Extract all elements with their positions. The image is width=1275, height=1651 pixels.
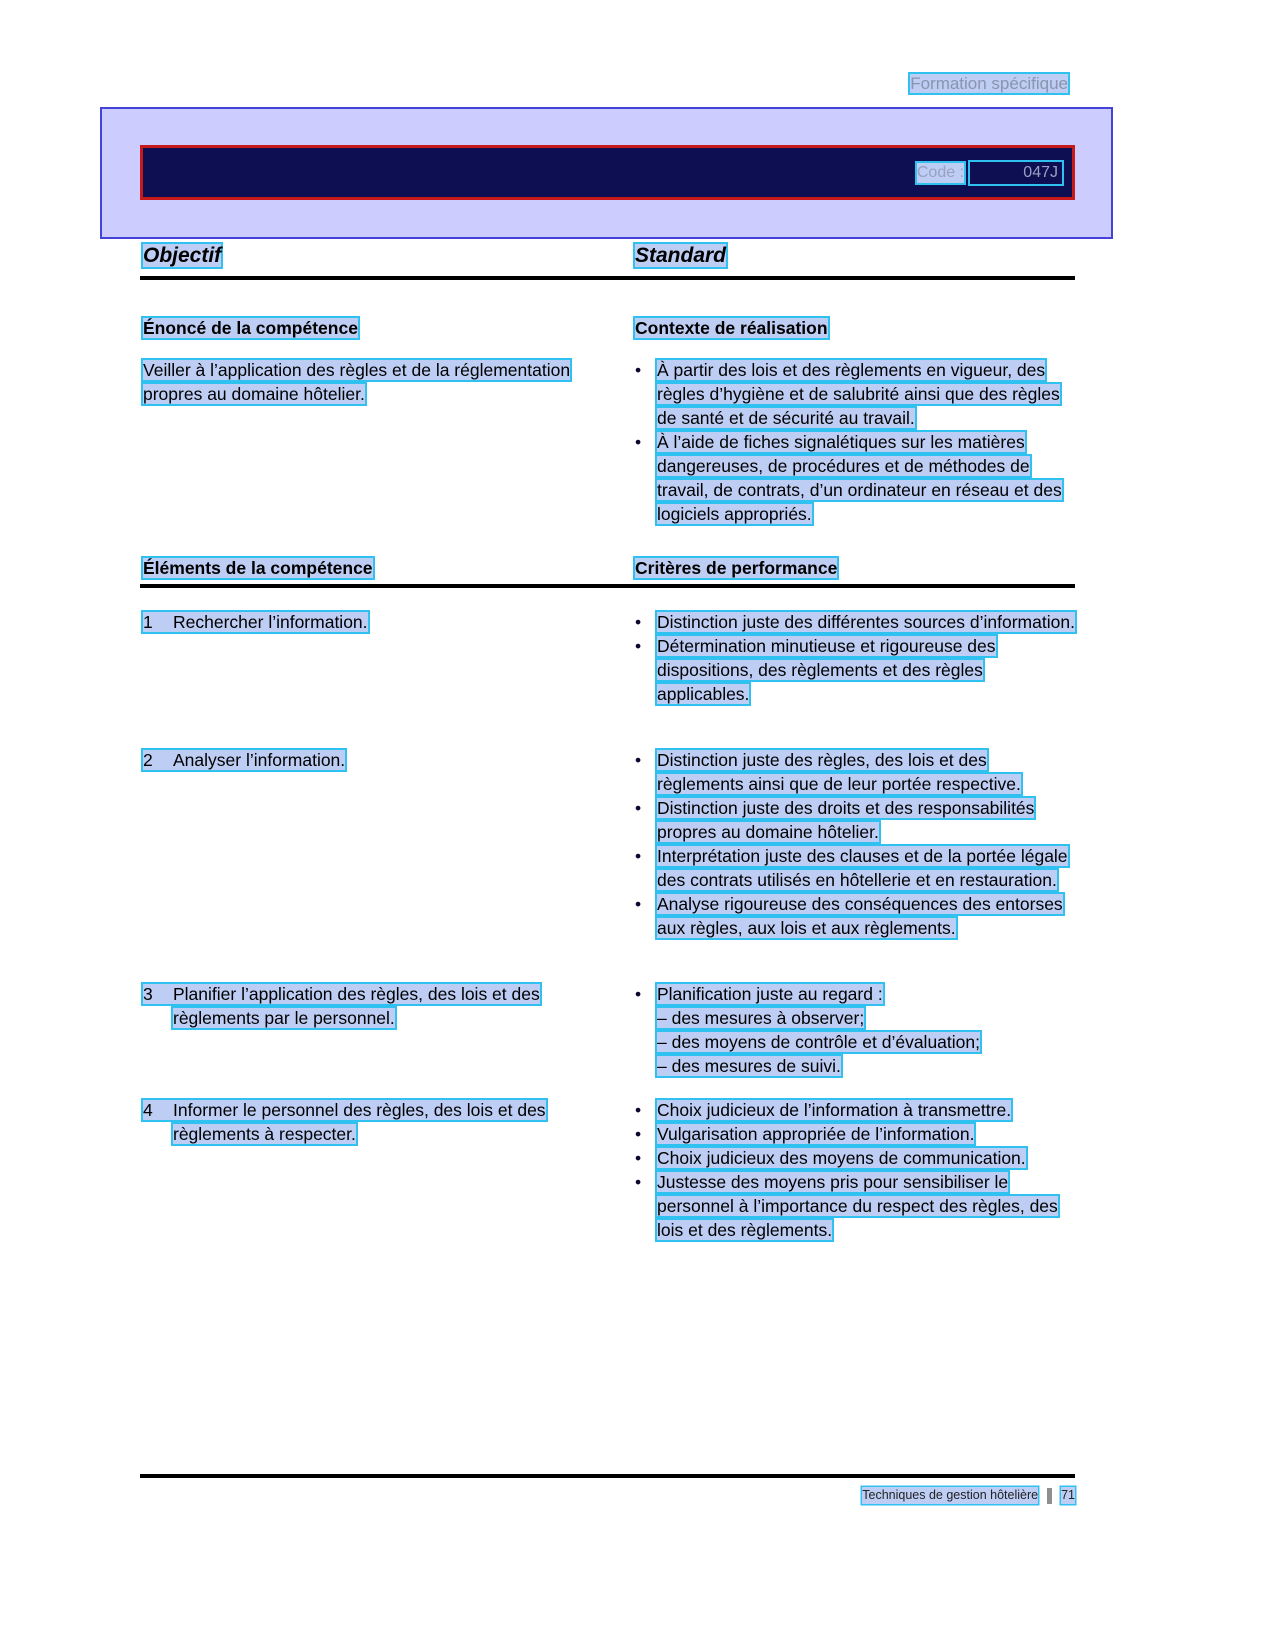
- code-label: Code :: [916, 163, 964, 181]
- criterion: [635, 844, 1075, 892]
- criterion: [635, 1098, 1075, 1122]
- bullet-icon: •: [635, 612, 642, 632]
- criterion-text: Analyse rigoureuse des conséquences des entorses aux règles, aux lois et aux règlements.: [657, 894, 1063, 938]
- bullet-icon: •: [635, 1148, 642, 1168]
- performance-criteria-header: Critères de performance: [635, 558, 838, 578]
- standard-heading: Standard: [635, 244, 727, 267]
- footer-divider: [140, 1474, 1075, 1478]
- bullet-icon: •: [635, 360, 642, 380]
- criterion-subitem: [635, 1030, 1075, 1054]
- context-bullet: [635, 430, 1075, 526]
- criterion: [635, 748, 1075, 796]
- bullet-icon: •: [635, 1172, 642, 1192]
- realisation-context-header: Contexte de réalisation: [635, 318, 828, 338]
- competency-item-2: [143, 748, 1075, 940]
- bullet-icon: •: [635, 636, 642, 656]
- code-area: [917, 160, 1064, 186]
- criterion-text: Distinction juste des règles, des lois et des règlements ainsi que de leur portée respective.: [657, 750, 1021, 794]
- bullet-icon: •: [635, 1100, 642, 1120]
- footer: [862, 1487, 1075, 1504]
- criterion: [635, 1122, 1075, 1146]
- criterion: [635, 1146, 1075, 1170]
- bullet-icon: •: [635, 894, 642, 914]
- course-title-box: [140, 145, 1075, 200]
- section2-divider: [140, 584, 1075, 588]
- item-text: Informer le personnel des règles, des lois et des règlements à respecter.: [173, 1100, 546, 1144]
- objective-standard-row: [140, 244, 1075, 280]
- item-number: 3: [143, 984, 153, 1004]
- section-tag: [910, 72, 1068, 96]
- item-number: 1: [143, 612, 153, 632]
- item-statement: [143, 982, 615, 1030]
- bullet-icon: •: [635, 432, 642, 452]
- criterion-text: Détermination minutieuse et rigoureuse des dispositions, des règlements et des règles applicables.: [657, 636, 996, 704]
- section1-headers: [143, 316, 1075, 340]
- criterion-text: Planification juste au regard :: [657, 984, 883, 1004]
- item-statement: [143, 1098, 615, 1146]
- criterion-text: Interprétation juste des clauses et de la portée légale des contrats utilisés en hôtellerie et en restauration.: [657, 846, 1068, 890]
- section1-body: [143, 358, 1075, 526]
- context-bullet-text: À partir des lois et des règlements en vigueur, des règles d’hygiène et de salubrité ainsi que des règles de santé et de sécurité au travail.: [657, 360, 1060, 428]
- item-statement: [143, 610, 615, 634]
- competency-item-1: [143, 610, 1075, 706]
- criterion: [635, 634, 1075, 706]
- competence-statement-text: Veiller à l’application des règles et de la réglementation propres au domaine hôtelier.: [143, 360, 571, 404]
- bullet-icon: •: [635, 846, 642, 866]
- criterion: [635, 610, 1075, 634]
- item-number: 4: [143, 1100, 153, 1120]
- competency-item-4: [143, 1098, 1075, 1242]
- context-bullet: [635, 358, 1075, 430]
- criterion-text: Vulgarisation appropriée de l’information.: [657, 1124, 975, 1144]
- competence-elements-header: Éléments de la compétence: [143, 558, 373, 578]
- section-tag-text: Formation spécifique: [910, 74, 1068, 93]
- criterion-text: – des moyens de contrôle et d’évaluation;: [657, 1032, 980, 1052]
- item-text: Planifier l’application des règles, des lois et des règlements par le personnel.: [173, 984, 540, 1028]
- item-text: Analyser l’information.: [173, 750, 346, 770]
- criterion-text: Distinction juste des différentes sources d’information.: [657, 612, 1075, 632]
- criterion-text: Justesse des moyens pris pour sensibiliser le personnel à l’importance du respect des règles, des lois et des règlements.: [657, 1172, 1058, 1240]
- competency-item-3: [143, 982, 1075, 1078]
- context-bullet-text: À l’aide de fiches signalétiques sur les matières dangereuses, de procédures et de méthodes de travail, de contrats, d’un ordinateur en réseau et des logiciels appropriés.: [657, 432, 1062, 524]
- criterion: [635, 892, 1075, 940]
- bullet-icon: •: [635, 798, 642, 818]
- bullet-icon: •: [635, 750, 642, 770]
- criterion-text: Distinction juste des droits et des responsabilités propres au domaine hôtelier.: [657, 798, 1035, 842]
- item-number: 2: [143, 750, 153, 770]
- bullet-icon: •: [635, 984, 642, 1004]
- competence-statement-header: Énoncé de la compétence: [143, 318, 358, 338]
- footer-separator: [1047, 1488, 1052, 1504]
- criterion-text: Choix judicieux de l’information à transmettre.: [657, 1100, 1012, 1120]
- item-statement: [143, 748, 615, 772]
- criterion-text: – des mesures de suivi.: [657, 1056, 841, 1076]
- criterion-text: Choix judicieux des moyens de communication.: [657, 1148, 1026, 1168]
- code-value: 047J: [968, 160, 1064, 186]
- criterion-text: – des mesures à observer;: [657, 1008, 865, 1028]
- criterion-subitem: [635, 1054, 1075, 1078]
- footer-program-name: Techniques de gestion hôtelière: [862, 1488, 1039, 1502]
- header-band: [100, 107, 1113, 239]
- criterion: [635, 1170, 1075, 1242]
- bullet-icon: •: [635, 1124, 642, 1144]
- criterion-subitem: [635, 1006, 1075, 1030]
- item-text: Rechercher l’information.: [173, 612, 368, 632]
- objective-heading: Objectif: [143, 244, 222, 267]
- criterion: [635, 796, 1075, 844]
- page-number: 71: [1061, 1488, 1075, 1502]
- criterion: [635, 982, 1075, 1006]
- section2-headers: [143, 556, 1075, 580]
- competence-statement: [143, 358, 573, 406]
